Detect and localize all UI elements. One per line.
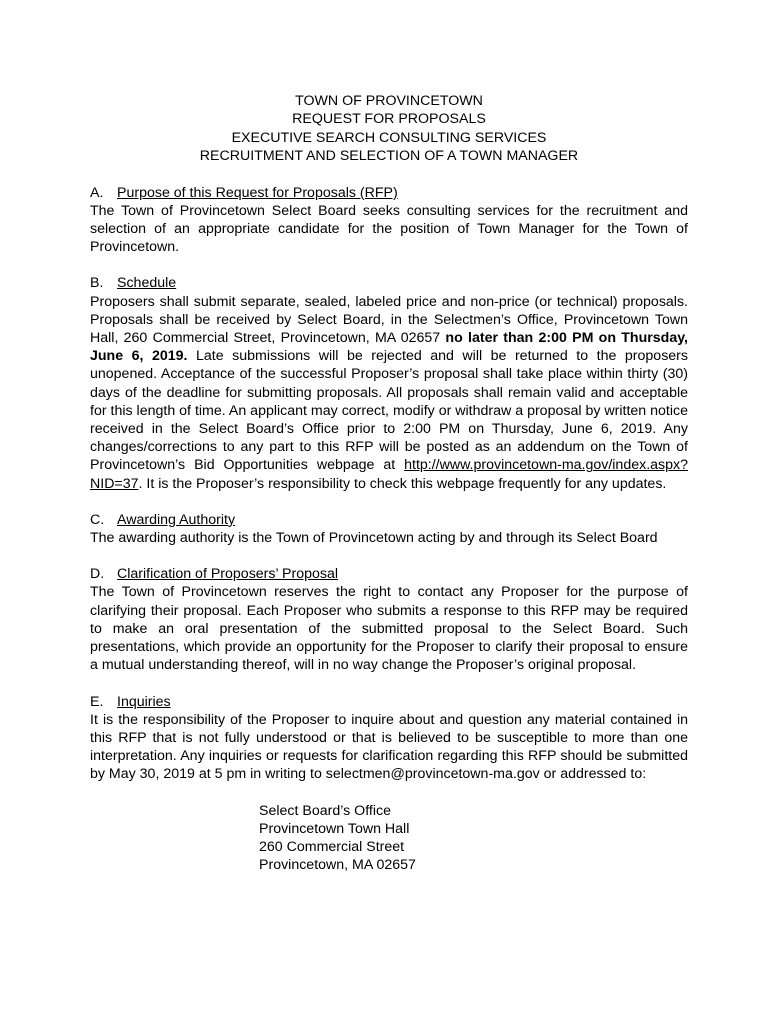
address-line: Select Board’s Office: [259, 802, 391, 819]
section-heading: [90, 511, 688, 529]
section-purpose: [90, 184, 688, 257]
header-subject: RECRUITMENT AND SELECTION OF A TOWN MANAGER: [199, 148, 579, 165]
deadline-text: no later than 2:00 PM on Thursday, June 6, 2019.: [90, 330, 688, 365]
section-letter: B.: [90, 275, 104, 292]
section-inquiries: [90, 693, 688, 875]
section-title: Inquiries: [117, 693, 171, 710]
section-title: Clarification of Proposers’ Proposal: [117, 566, 339, 583]
header-services: EXECUTIVE SEARCH CONSULTING SERVICES: [231, 129, 547, 146]
section-letter: D.: [90, 566, 105, 583]
document-header: [90, 92, 688, 166]
section-clarification: [90, 565, 688, 674]
section-body: The Town of Provincetown Select Board seeks consulting services for the recruitment and selection of an appropriate candidate for the position of Town Manager for the Town of Provincetown.: [90, 202, 688, 256]
section-heading: [90, 565, 688, 583]
section-body: The awarding authority is the Town of Provincetown acting by and through its Select Board: [90, 530, 658, 547]
section-heading: [90, 274, 688, 292]
section-awarding-authority: [90, 511, 688, 547]
address-line: Provincetown, MA 02657: [259, 857, 416, 874]
section-body: The Town of Provincetown reserves the right to contact any Proposer for the purpose of clarifying their proposal. Each Proposer who submits a response to this RFP may be required to make an oral presentation of the submitted proposal to the Select Board. Such presentations, which provide an opportunity for the Proposer to clarify their proposal to ensure a mutual understanding thereof, will in no way change the Proposer’s original proposal.: [90, 584, 688, 674]
section-letter: C.: [90, 511, 105, 528]
section-heading: [90, 693, 688, 711]
section-body: [90, 293, 688, 493]
address-line: Provincetown Town Hall: [259, 820, 410, 837]
section-letter: A.: [90, 184, 104, 201]
address-line: 260 Commercial Street: [259, 838, 405, 855]
section-title: Awarding Authority: [117, 511, 236, 528]
section-title: Purpose of this Request for Proposals (RFP): [117, 184, 398, 201]
header-rfp: REQUEST FOR PROPOSALS: [292, 111, 486, 128]
header-town: TOWN OF PROVINCETOWN: [295, 93, 483, 109]
section-letter: E.: [90, 693, 104, 710]
section-body: It is the responsibility of the Proposer to inquire about and question any material contained in this RFP that is not fully understood or that is believed to be susceptible to more than one interpretation. Any inquiries or requests for clarification regarding this RFP should be submitted by May 30, 2019 at 5 pm in writing to selectmen@provincetown-ma.gov or addressed to:: [90, 711, 688, 783]
schedule-text-3: . It is the Proposer’s responsibility to check this webpage frequently for any updates.: [138, 475, 667, 492]
section-title: Schedule: [117, 275, 177, 292]
section-heading: [90, 184, 688, 202]
schedule-text-1: Proposers shall submit separate, sealed, labeled price and non-price (or technical) proposals. Proposals shall be received by Select Board, in the Selectmen’s Office, Provincetown Town Hall, 260 Commercial Street, Provincetown, MA 02657: [90, 293, 688, 347]
bid-opportunities-link[interactable]: http://www.provincetown-ma.gov/index.aspx?NID=37: [90, 457, 688, 492]
section-schedule: [90, 274, 688, 492]
mailing-address: [259, 802, 688, 875]
schedule-text-2: Late submissions will be rejected and will be returned to the proposers unopened. Acceptance of the successful Proposer’s proposal shall take place within thirty (30) days of the deadline for submitting proposals. All proposals shall remain valid and acceptable for this length of time. An applicant may correct, modify or withdraw a proposal by written notice received in the Select Board’s Office prior to 2:00 PM on Thursday, June 6, 2019. Any changes/corrections to any part to this RFP will be posted as an addendum on the Town of Provincetown’s Bid Opportunities webpage at: [90, 348, 688, 474]
